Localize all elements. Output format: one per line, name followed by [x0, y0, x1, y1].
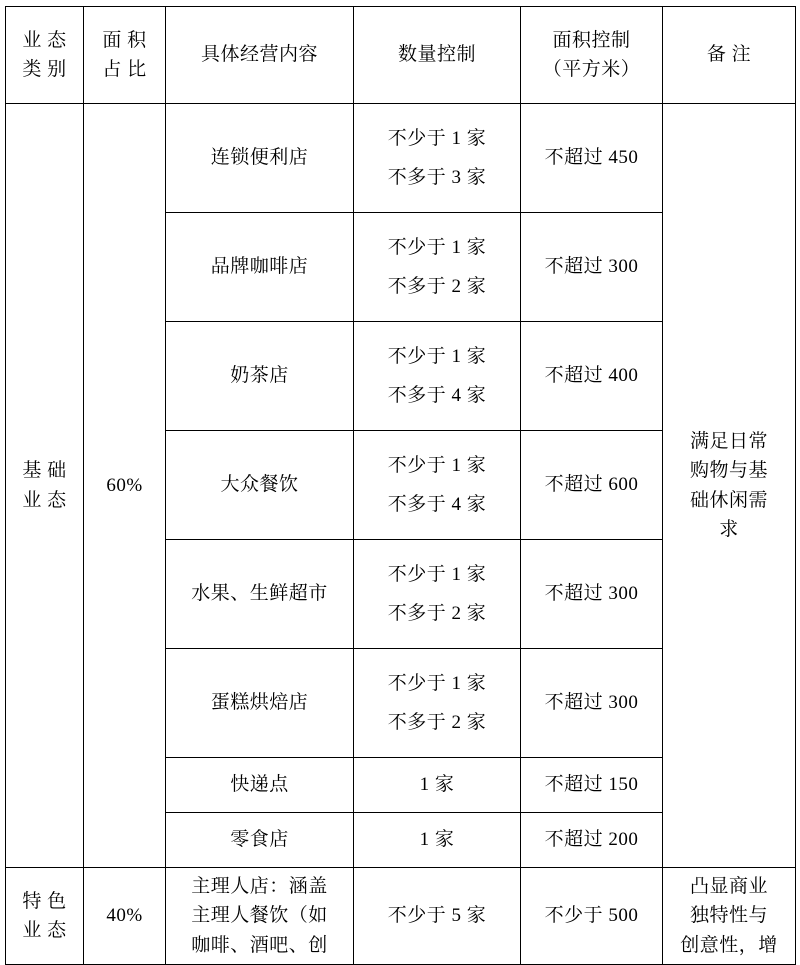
area-cell: 不超过 150 — [521, 758, 663, 813]
quantity-cell: 1 家 — [354, 813, 521, 868]
area-cell: 不超过 600 — [521, 431, 663, 540]
area-cell: 不超过 450 — [521, 104, 663, 213]
content-cell: 蛋糕烘焙店 — [166, 649, 354, 758]
area-cell: 不超过 300 — [521, 649, 663, 758]
column-header-remarks: 备 注 — [663, 7, 796, 104]
table-header — [6, 7, 796, 104]
category-cell-featured: 特 色 业 态 — [6, 868, 84, 965]
column-header-area-ratio: 面 积 占 比 — [84, 7, 166, 104]
content-cell: 水果、生鲜超市 — [166, 540, 354, 649]
quantity-cell: 1 家 — [354, 758, 521, 813]
content-cell: 连锁便利店 — [166, 104, 354, 213]
content-cell: 主理人店：涵盖 主理人餐饮（如 咖啡、酒吧、创 — [166, 868, 354, 965]
business-format-table — [5, 6, 796, 965]
content-cell: 奶茶店 — [166, 322, 354, 431]
column-header-business-content: 具体经营内容 — [166, 7, 354, 104]
column-header-area-control: 面积控制 （平方米） — [521, 7, 663, 104]
area-cell: 不少于 500 — [521, 868, 663, 965]
quantity-cell: 不少于 1 家 不多于 4 家 — [354, 322, 521, 431]
table-row — [6, 868, 796, 965]
remark-cell-featured: 凸显商业 独特性与 创意性，增 — [663, 868, 796, 965]
area-cell: 不超过 200 — [521, 813, 663, 868]
column-header-quantity-control: 数量控制 — [354, 7, 521, 104]
quantity-cell: 不少于 5 家 — [354, 868, 521, 965]
quantity-cell: 不少于 1 家 不多于 3 家 — [354, 104, 521, 213]
quantity-cell: 不少于 1 家 不多于 4 家 — [354, 431, 521, 540]
remark-cell-basic: 满足日常 购物与基 础休闲需 求 — [663, 104, 796, 868]
area-cell: 不超过 300 — [521, 213, 663, 322]
quantity-cell: 不少于 1 家 不多于 2 家 — [354, 649, 521, 758]
area-cell: 不超过 400 — [521, 322, 663, 431]
table-body — [6, 104, 796, 965]
content-cell: 大众餐饮 — [166, 431, 354, 540]
content-cell: 零食店 — [166, 813, 354, 868]
table-row — [6, 104, 796, 213]
percent-cell-featured: 40% — [84, 868, 166, 965]
quantity-cell: 不少于 1 家 不多于 2 家 — [354, 540, 521, 649]
percent-cell-basic: 60% — [84, 104, 166, 868]
column-header-category: 业 态 类 别 — [6, 7, 84, 104]
table-header-row — [6, 7, 796, 104]
category-cell-basic: 基 础 业 态 — [6, 104, 84, 868]
area-cell: 不超过 300 — [521, 540, 663, 649]
quantity-cell: 不少于 1 家 不多于 2 家 — [354, 213, 521, 322]
content-cell: 品牌咖啡店 — [166, 213, 354, 322]
content-cell: 快递点 — [166, 758, 354, 813]
